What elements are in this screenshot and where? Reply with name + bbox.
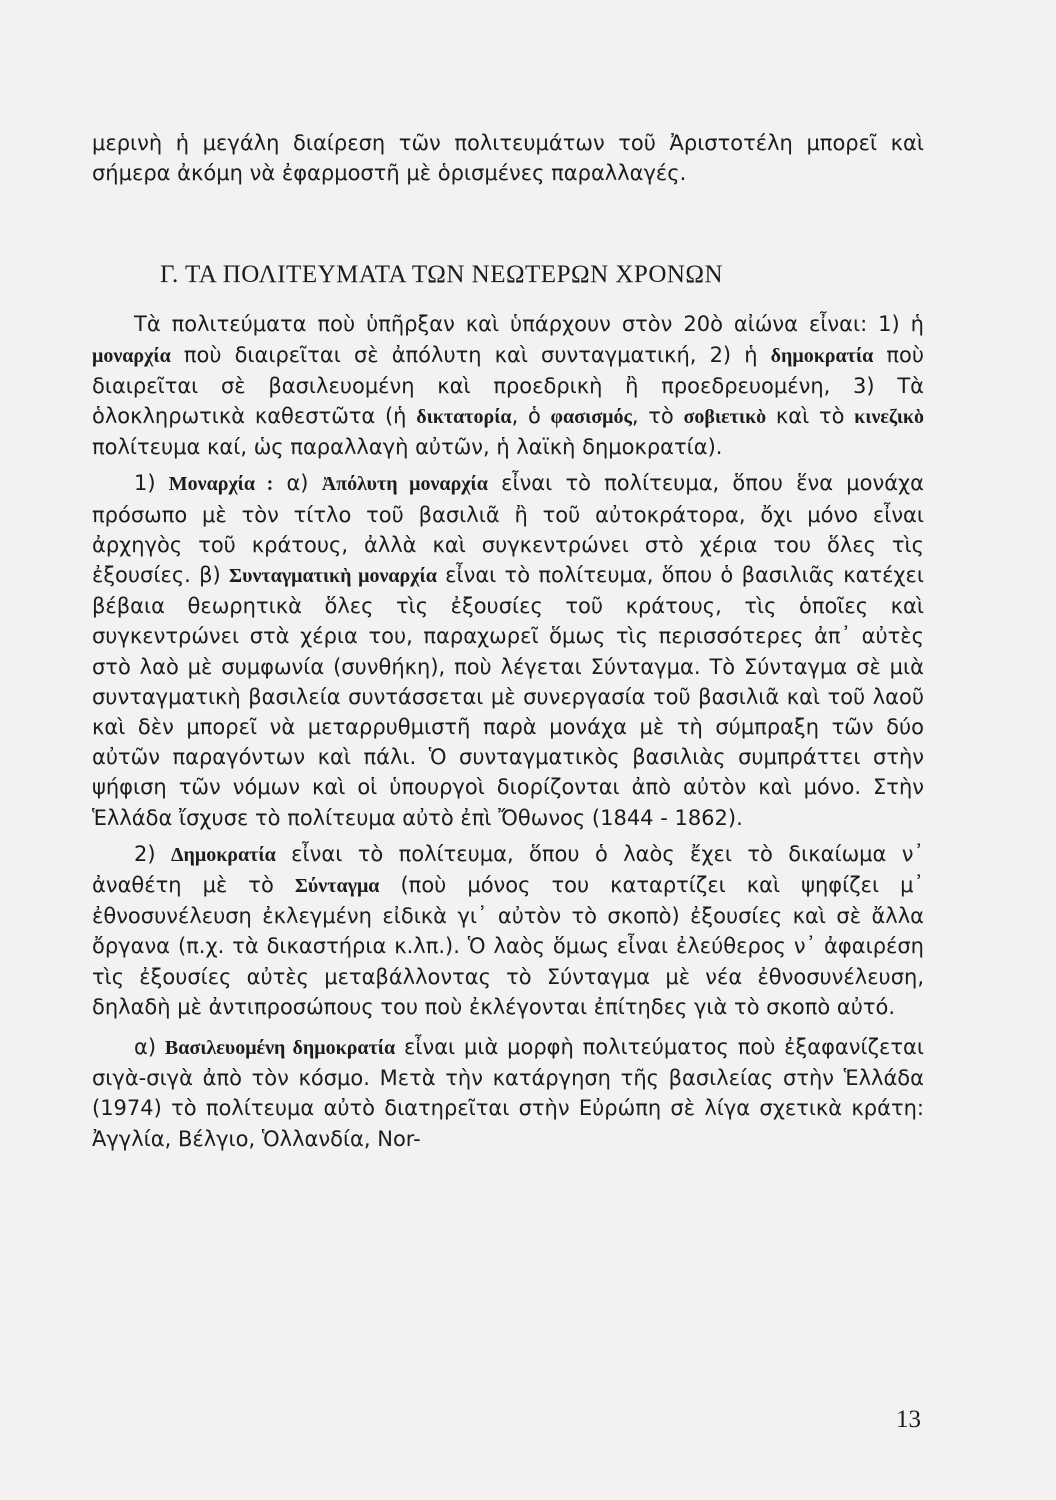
page-number: 13	[896, 1406, 921, 1433]
text: α)	[273, 471, 322, 496]
text: α)	[134, 1035, 165, 1060]
paragraph-monarchy	[92, 468, 924, 832]
text: καὶ τὸ	[766, 404, 855, 429]
term-democracy-heading: Δημοκρατία	[170, 843, 276, 866]
text: πολίτευμα καί, ὡς παραλλαγὴ αὐτῶν, ἡ λαϊκὴ δημοκρατία).	[92, 435, 723, 460]
paragraph-democracy	[92, 839, 924, 1022]
text: εἶναι τὸ πολίτευμα, ὅπου ὁ λαὸς ἔχει τὸ δικαίωμα ν᾿ ἀναθέτη μὲ τὸ	[92, 841, 924, 898]
text: , τὸ	[631, 404, 684, 429]
text: 2)	[134, 841, 171, 866]
text: (ποὺ μόνος του καταρτίζει καὶ ψηφίζει μ᾿ ἐθνοσυνέλευση ἐκλεγμένη εἰδικὰ γι᾿ αὐτὸν τὸ σκοπὸ) ἐξουσίες καὶ σὲ ἄλλα ὄργανα (π.χ. τὰ δικαστήρια κ.λπ.). Ὁ λαὸς ὅμως εἶναι ἐλεύθερος ν᾿ ἀφαιρέση τὶς ἐξουσίες αὐτὲς μεταβάλλοντας τὸ Σύνταγμα μὲ νέα ἐθνοσυνέλευση, δηλαδὴ μὲ ἀντιπροσώπους του ποὺ ἐκλέγονται ἐπίτηδες γιὰ τὸ σκοπὸ αὐτό.	[92, 873, 925, 1019]
term-constitution: Σύνταγμα	[294, 875, 380, 898]
text: εἶναι τὸ πολίτευμα, ὅπου ἕνα μονάχα πρόσωπο μὲ τὸν τίτλο τοῦ βασιλιᾶ ἢ τοῦ αὐτοκράτορα, ὄχι μόνο εἶναι ἀρχηγὸς τοῦ κράτους, ἀλλὰ καὶ συγκεντρώνει στὸ χέρια του ὅλες τὶς ἐξουσίες. β)	[92, 471, 925, 588]
text: , ὁ	[511, 404, 551, 429]
term-dictatorship: δικτατορία	[416, 406, 512, 429]
term-democracy: δημοκρατία	[770, 344, 874, 367]
term-fascism: φασισμός	[550, 406, 632, 429]
text: Τὰ πολιτεύματα ποὺ ὑπῆρξαν καὶ ὑπάρχουν στὸν 20ὸ αἰώνα εἶναι: 1) ἡ	[134, 312, 924, 337]
section-heading: Γ. ΤΑ ΠΟΛΙΤΕΥΜΑΤΑ ΤΩΝ ΝΕΩΤΕΡΩΝ ΧΡΟΝΩΝ	[160, 261, 724, 289]
paragraph-crowned-democracy	[92, 1032, 924, 1154]
term-monarchy: μοναρχία	[92, 344, 171, 367]
text: εἶναι τὸ πολίτευμα, ὅπου ὁ βασιλιᾶς κατέχει βέβαια θεωρητικὰ ὅλες τὶς ἐξουσίες τοῦ κράτους, τὶς ὁποῖες καὶ συγκεντρώνει στὰ χέρια του, παραχωρεῖ ὅμως τὶς περισσότερες ἀπ᾿ αὐτὲς στὸ λαὸ μὲ συμφωνία (συνθήκη), ποὺ λέγεται Σύνταγμα. Τὸ Σύνταγμα σὲ μιὰ συνταγματικὴ βασιλεία συντάσσεται μὲ συνεργασία τοῦ βασιλιᾶ καὶ τοῦ λαοῦ καὶ δὲν μπορεῖ νὰ μεταρρυθμιστῆ παρὰ μονάχα μὲ τὴ σύμπραξη τῶν δύο αὐτῶν παραγόντων καὶ πάλι. Ὁ συνταγματικὸς βασιλιὰς συμπράττει στὴν ψήφιση τῶν νόμων καὶ οἱ ὑπουργοὶ διορίζονται ἀπὸ αὐτὸν καὶ μόνο. Στὴν Ἑλλάδα ἴσχυσε τὸ πολίτευμα αὐτὸ ἐπὶ Ὄθωνος (1844 - 1862).	[92, 563, 925, 830]
text: 1)	[134, 471, 169, 496]
text: ποὺ διαιρεῖται σὲ ἀπόλυτη καὶ συνταγματική, 2) ἡ	[170, 342, 771, 367]
term-monarchy-heading: Μοναρχία :	[168, 473, 274, 496]
page-content	[92, 128, 924, 1154]
term-chinese: κινεζικὸ	[854, 406, 925, 429]
term-constitutional-monarchy: Συνταγματικὴ μοναρχία	[229, 565, 437, 588]
intro-paragraph: μερινὴ ἡ μεγάλη διαίρεση τῶν πολιτευμάτων τοῦ Ἀριστοτέλη μπορεῖ καὶ σήμερα ἀκόμη νὰ ἐφαρμοστῆ μὲ ὁρισμένες παραλλαγές.	[92, 131, 924, 186]
paragraph-regimes-list	[92, 309, 924, 462]
term-soviet: σοβιετικὸ	[683, 406, 767, 429]
term-crowned-democracy: Βασιλευομένη δημοκρατία	[164, 1037, 396, 1060]
text: ποὺ διαιρεῖται σὲ βασιλευομένη καὶ προεδρικὴ ἢ προεδρευομένη, 3) Τὰ ὁλοκληρωτικὰ καθεστῶτα (ἡ	[92, 342, 924, 429]
text: εἶναι μιὰ μορφὴ πολιτεύματος ποὺ ἐξαφανίζεται σιγὰ-σιγὰ ἀπὸ τὸν κόσμο. Μετὰ τὴν κατάργηση τῆς βασιλείας στὴν Ἑλλάδα (1974) τὸ πολίτευμα αὐτὸ διατηρεῖται στὴν Εὐρώπη σὲ λίγα σχετικὰ κράτη: Ἀγγλία, Βέλγιο, Ὁλλανδία, Nor-	[92, 1035, 924, 1151]
term-absolute-monarchy: Ἀπόλυτη μοναρχία	[321, 473, 488, 496]
